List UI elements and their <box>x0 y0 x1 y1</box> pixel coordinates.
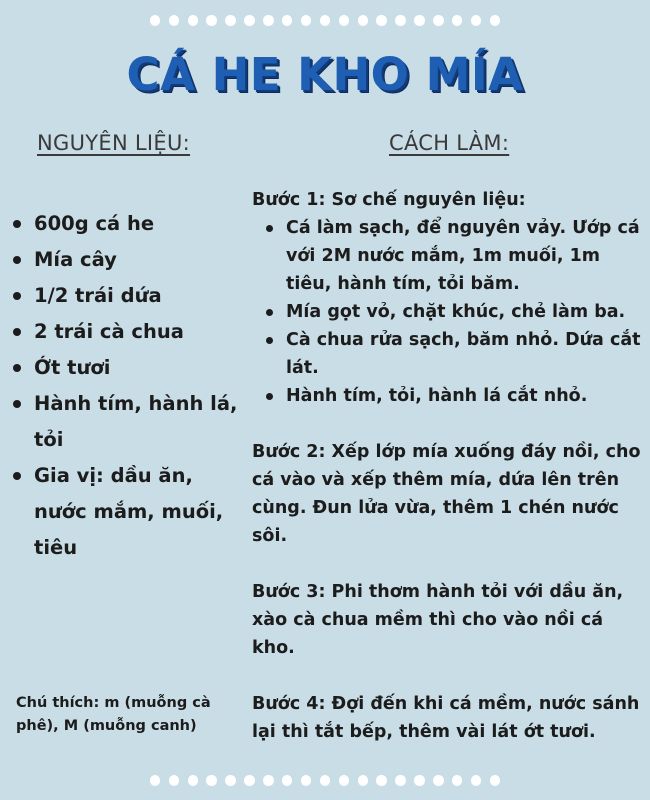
top-dot-border <box>0 15 650 26</box>
step-1-item: Cà chua rửa sạch, băm nhỏ. Dứa cắt lát. <box>252 326 644 382</box>
decorative-dot <box>320 15 331 26</box>
decorative-dot <box>490 775 501 786</box>
decorative-dot <box>452 775 463 786</box>
ingredient-item: Hành tím, hành lá, tỏi <box>8 386 238 458</box>
decorative-dot <box>301 775 312 786</box>
decorative-dot <box>225 15 236 26</box>
step-2-text: Bước 2: Xếp lớp mía xuống đáy nồi, cho cá vào và xếp thêm mía, dứa lên trên cùng. Đun lửa vừa, thêm 1 chén nước sôi. <box>252 442 641 546</box>
step-1-title: Bước 1: Sơ chế nguyên liệu: <box>252 190 526 210</box>
decorative-dot <box>358 775 369 786</box>
ingredient-item: 600g cá he <box>8 206 238 242</box>
decorative-dot <box>150 775 161 786</box>
decorative-dot <box>150 15 161 26</box>
decorative-dot <box>471 15 482 26</box>
measurement-note: Chú thích: m (muỗng cà phê), M (muỗng canh) <box>16 695 211 734</box>
step-1 <box>252 186 644 410</box>
decorative-dot <box>169 15 180 26</box>
decorative-dot <box>414 15 425 26</box>
decorative-dot <box>339 775 350 786</box>
decorative-dot <box>452 15 463 26</box>
decorative-dot <box>358 15 369 26</box>
decorative-dot <box>188 15 199 26</box>
method-heading: CÁCH LÀM: <box>389 131 510 155</box>
decorative-dot <box>339 15 350 26</box>
decorative-dot <box>244 775 255 786</box>
decorative-dot <box>169 775 180 786</box>
decorative-dot <box>376 775 387 786</box>
method-steps <box>252 186 644 774</box>
decorative-dot <box>206 15 217 26</box>
decorative-dot <box>206 775 217 786</box>
decorative-dot <box>376 15 387 26</box>
step-2 <box>252 438 644 550</box>
ingredient-item: 1/2 trái dứa <box>8 278 238 314</box>
decorative-dot <box>263 15 274 26</box>
decorative-dot <box>263 775 274 786</box>
step-4-text: Bước 4: Đợi đến khi cá mềm, nước sánh lại thì tắt bếp, thêm vài lát ớt tươi. <box>252 694 640 742</box>
decorative-dot <box>188 775 199 786</box>
step-4 <box>252 690 644 746</box>
decorative-dot <box>490 15 501 26</box>
recipe-title: CÁ HE KHO MÍA <box>126 48 524 101</box>
decorative-dot <box>225 775 236 786</box>
decorative-dot <box>414 775 425 786</box>
decorative-dot <box>395 15 406 26</box>
decorative-dot <box>282 775 293 786</box>
decorative-dot <box>395 775 406 786</box>
decorative-dot <box>433 775 444 786</box>
step-1-item: Cá làm sạch, để nguyên vảy. Ướp cá với 2M nước mắm, 1m muối, 1m tiêu, hành tím, tỏi băm. <box>252 214 644 298</box>
decorative-dot <box>282 15 293 26</box>
decorative-dot <box>320 775 331 786</box>
ingredient-item: Mía cây <box>8 242 238 278</box>
decorative-dot <box>244 15 255 26</box>
decorative-dot <box>471 775 482 786</box>
step-1-item: Hành tím, tỏi, hành lá cắt nhỏ. <box>252 382 644 410</box>
ingredients-heading: NGUYÊN LIỆU: <box>37 131 191 155</box>
decorative-dot <box>433 15 444 26</box>
ingredient-item: Ớt tươi <box>8 350 238 386</box>
step-3 <box>252 578 644 662</box>
ingredient-item: Gia vị: dầu ăn, nước mắm, muối, tiêu <box>8 458 238 566</box>
bottom-dot-border <box>0 775 650 786</box>
ingredients-list <box>8 206 238 566</box>
step-3-text: Bước 3: Phi thơm hành tỏi với dầu ăn, xào cà chua mềm thì cho vào nồi cá kho. <box>252 582 624 658</box>
step-1-list <box>252 214 644 410</box>
step-1-item: Mía gọt vỏ, chặt khúc, chẻ làm ba. <box>252 298 644 326</box>
decorative-dot <box>301 15 312 26</box>
ingredient-item: 2 trái cà chua <box>8 314 238 350</box>
